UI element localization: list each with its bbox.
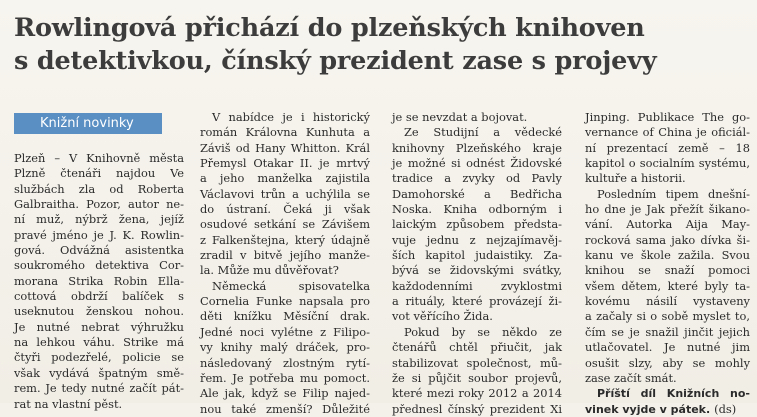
text-line: Cornelia Funke napsala pro [200, 294, 370, 309]
text-line: rat na vlastní pěst. [14, 396, 123, 411]
text-line: Německá spisovatelka [212, 278, 370, 293]
text-line: cottová obdrží balíček s [14, 289, 184, 304]
text-line: Je nutné nebrat výhružku [14, 319, 184, 334]
text-line: službách zla od Roberta [14, 181, 184, 196]
article-column-1 [14, 151, 184, 412]
text-line: vuje jednu z nejzajímavěj- [392, 232, 562, 247]
footer-note-line-2 [585, 402, 750, 417]
text-line: knihou se snaží pomoci [585, 263, 750, 278]
text-line: Plzně čtenáři najdou Ve [14, 166, 184, 181]
text-line: Ale jak, když se Filip najed- [200, 386, 370, 401]
text-line: kultuře a historii. [585, 171, 686, 186]
article-column-2 [200, 110, 370, 417]
text-line: však vydává špatným smě- [14, 365, 184, 380]
text-line: Plzeň – V Knihovně města [14, 151, 184, 165]
text-line: utlačovatel. Je nutné jim [585, 340, 750, 355]
text-line: vernance of China je oficiál- [585, 125, 750, 140]
text-line: z Falkenštejna, který údajně [200, 232, 370, 247]
text-line: soukromého detektiva Cor- [14, 258, 184, 273]
text-line: laickým způsobem předsta- [392, 217, 562, 232]
text-line: vy knihy malý dráček, pro- [200, 340, 370, 355]
text-line: ho dne je Jak přežít šikano- [585, 202, 750, 217]
text-line: řem. Je potřeba mu pomoct. [200, 370, 370, 385]
text-line: vání. Autorka Aija May- [585, 217, 750, 232]
footer-note-text: vinek vyjde v pátek. [585, 402, 711, 416]
text-line: useknutou ženskou nohou. [14, 304, 184, 319]
text-line: přednesl čínský prezident Xi [392, 401, 562, 416]
text-line: Jedné noci vylétne z Filipo- [200, 324, 370, 339]
article-headline [14, 12, 749, 78]
text-line: osudové setkání se Závišem [200, 217, 370, 232]
text-line: čím se je snažil jinčit jejich [585, 324, 750, 339]
text-line: zase začít smát. [585, 370, 677, 385]
text-line: následovaný zlostným rytí- [200, 355, 370, 370]
article-column-3 [392, 110, 562, 417]
text-line: a začaly si o sobě myslet to, [585, 309, 750, 324]
author-initials: (ds) [714, 401, 737, 416]
text-line: stabilizovat společnost, mů- [392, 355, 562, 370]
text-line: zradil v bitvě jejího manže- [200, 248, 370, 263]
headline-line-1: Rowlingová přichází do plzeňských knihoven [14, 13, 645, 43]
text-line: děti knížku Měsíční drak. [200, 309, 370, 324]
text-line: V nabídce je i historický [212, 110, 370, 124]
text-line: pravé jméno je J. K. Rowlin- [14, 227, 184, 242]
text-line: kapitol o socialním systému, [585, 156, 750, 171]
text-line: Pokud by se někdo ze [404, 324, 562, 339]
text-line: všem dětem, které byly ta- [585, 278, 750, 293]
text-line: ších kapitol judaistiky. Za- [392, 248, 562, 263]
text-line: že si půjčit soubor projevů, [392, 370, 562, 385]
text-line: je možné si odnést Židovské [392, 156, 562, 171]
text-line: do ústraní. Čeká ji však [200, 202, 370, 217]
text-line: které mezi roky 2012 a 2014 [392, 386, 562, 401]
headline-line-2: s detektivkou, čínský prezident zase s projevy [14, 46, 657, 76]
text-line: Ze Studijní a vědecké [404, 125, 562, 140]
text-line: a rituály, které provázejí ži- [392, 294, 562, 309]
text-line: Jinping. Publikace The go- [585, 110, 750, 124]
text-line: a jeho manželka zajistila [200, 171, 370, 186]
article-column-4 [585, 110, 750, 417]
text-line: je se nevzdat a bojovat. [392, 110, 528, 124]
text-line: čtenářů chtěl přiučit, jak [392, 340, 562, 355]
text-line: Záviš od Hany Whitton. Král [200, 140, 370, 155]
text-line: la. Může mu důvěřovat? [200, 263, 339, 278]
text-line: Přemysl Otakar II. je mrtvý [200, 156, 370, 171]
section-label: Knižní novinky [14, 113, 162, 134]
text-line: Damohorské a Bedřicha [392, 186, 562, 201]
footer-note-line-1: Příští díl Knižních no- [597, 387, 750, 401]
text-line: bývá se židovskými svátky, [392, 263, 562, 278]
text-line: kanu ve škole zažila. Svou [585, 248, 750, 263]
text-line: nou také zmenší? Důležité [200, 401, 370, 416]
text-line: rocková sama jako dívka ši- [585, 232, 750, 247]
text-line: osušit slzy, aby se mohly [585, 355, 750, 370]
text-line: gová. Odvážná asistentka [14, 243, 184, 258]
text-line: kovému násilí vystaveny [585, 294, 750, 309]
text-line: ní prezentací země – 18 [585, 140, 750, 155]
text-line: Noska. Kniha odborným i [392, 202, 562, 217]
text-line: rem. Je tedy nutné začít pát- [14, 381, 184, 396]
text-line: čtyři podezřelé, policie se [14, 350, 184, 365]
text-line: knihovny Plzeňského kraje [392, 140, 562, 155]
text-line: Galbraitha. Pozor, autor ne- [14, 197, 184, 212]
text-line: morana Strika Robin Ella- [14, 273, 184, 288]
text-line: tradice a zvyky od Pavly [392, 171, 562, 186]
text-line: na lehkou váhu. Strike má [14, 335, 184, 350]
text-line: vot věřícího Žida. [392, 309, 493, 324]
text-line: ní muž, nýbrž žena, jejíž [14, 212, 184, 227]
text-line: Posledním tipem dnešní- [597, 186, 750, 201]
text-line: Václavovi trůn a uchýlila se [200, 186, 370, 201]
text-line: román Královna Kunhuta a [200, 125, 370, 140]
text-line: každodenními zvyklostmi [392, 278, 562, 293]
